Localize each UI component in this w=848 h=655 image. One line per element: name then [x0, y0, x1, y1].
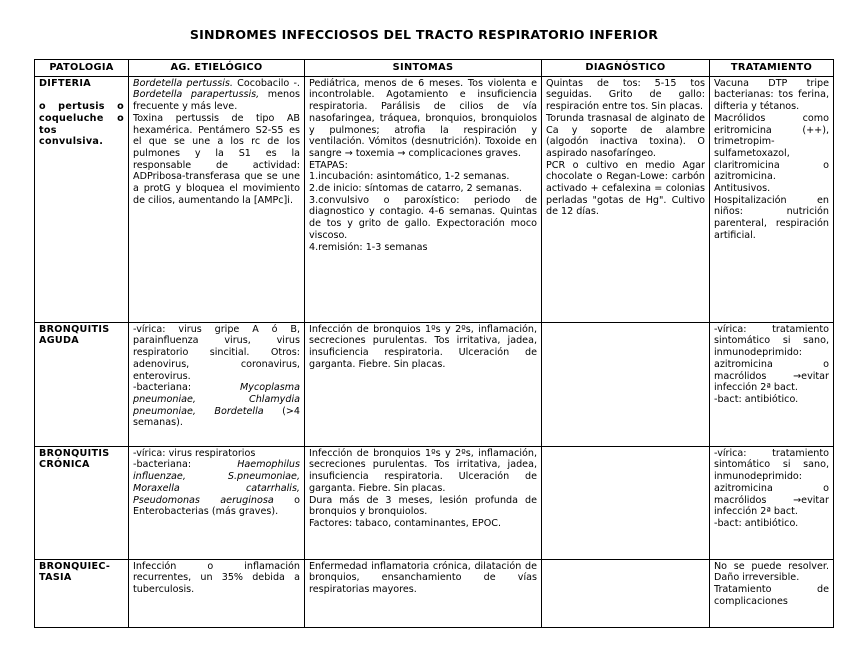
etiologico-text: -vírica: virus gripe A ó B, parainfluenza virus, virus respiratorio sincitial. Otros: adenovirus, coronavirus, enterovirus. [133, 323, 300, 382]
etapa-item: 3.convulsivo o paroxístico: periodo de diagnostico y contagio. 4-6 semanas. Quintas de tos y grito de gallo. Expectoración moco viscoso. [309, 194, 537, 241]
sintomas-text: Infección de bronquios 1ºs y 2ºs, inflamación, secreciones purulentas. Tos irritativa, jadea, insuficiencia respiratoria. Ulceración de garganta. Fiebre. Sin placas. [309, 447, 537, 494]
patologia-cell [35, 322, 129, 446]
pathology-table [34, 59, 834, 628]
etiologico-text: menos frecuente y más leve. [133, 89, 300, 113]
etiologico-text: Infección o inflamación recurrentes, un 35% debida a tuberculosis. [133, 560, 300, 596]
table-header-row [35, 60, 834, 77]
etapa-item: 4.remisión: 1-3 semanas [309, 241, 428, 253]
etiologico-cell [129, 446, 305, 559]
header-patologia: PATOLOGIA [35, 60, 129, 77]
tratamiento-cell [710, 446, 834, 559]
etiologico-text: o Enterobacterias (más graves). [133, 494, 300, 518]
organism-name: Haemophilus influenzae, S.pneumoniae, Moraxella catarrhalis, Pseudomonas aeruginosa [133, 459, 300, 506]
sintomas-text: Factores: tabaco, contaminantes, EPOC. [309, 517, 502, 529]
tratamiento-text: Tratamiento de complicaciones [714, 584, 829, 607]
header-diagnostico: DIAGNÓSTICO [542, 60, 710, 77]
diagnostico-cell [542, 76, 710, 322]
etiologico-text: -vírica: virus respiratorios [133, 447, 256, 459]
sintomas-text: Pediátrica, menos de 6 meses. Tos violenta e incontrolable. Agotamiento e insuficiencia respiratoria. Parálisis de cilios de vía nasofaringea, tráquea, bronquios, bronquiolos y pulmones; atrofia la respiración y ventilación. Vómitos (desnutrición). Toxoide en sangre → toxemia → complicaciones graves. [309, 77, 537, 159]
diagnostico-cell [542, 446, 710, 559]
tratamiento-cell [710, 76, 834, 322]
tratamiento-text: -vírica: tratamiento sintomático si sano, inmunodeprimido: azitromicina o macrólidos →evitar infección 2ª bact. [714, 447, 829, 518]
diagnostico-text: Quintas de tos: 5-15 tos seguidas. Grito de gallo: respiración entre tos. Sin placas. [546, 77, 705, 113]
pathology-name: BRONQUITIS AGUDA [39, 323, 110, 347]
organism-name: Mycoplasma pneumoniae, Chlamydia pneumoniae, Bordetella [133, 382, 300, 417]
sintomas-text: Enfermedad inflamatoria crónica, dilatación de bronquios, ensanchamiento de vías respiratorias mayores. [309, 560, 537, 596]
sintomas-cell [305, 76, 542, 322]
tratamiento-text: Vacuna DTP tripe bacterianas: tos ferina, difteria y tétanos. [714, 77, 829, 113]
diagnostico-text: PCR o cultivo en medio Agar chocolate o Regan-Lowe: carbón activado + cefalexina = colonias perladas "gotas de Hg". Cultivo de 12 días. [546, 159, 705, 218]
patologia-cell [35, 559, 129, 627]
etiologico-text: Toxina pertussis de tipo AB hexamérica. Pentámero S2-S5 es el que se une a los rc de los pulmones y la S1 es la responsable de actividad: ADPribosa-transferasa que se une a protG y bloquea el movimiento de cilios, aumentando la [AMPc]i. [133, 112, 300, 206]
tratamiento-text: -bact: antibiótico. [714, 517, 799, 529]
patologia-cell [35, 446, 129, 559]
diagnostico-cell [542, 559, 710, 627]
diagnostico-cell [542, 322, 710, 446]
etiologico-cell [129, 559, 305, 627]
sintomas-cell [305, 322, 542, 446]
organism-name: Bordetella parapertussis, [133, 89, 260, 101]
pathology-name: BRONQUIEC-TASIA [39, 560, 111, 584]
patologia-cell [35, 76, 129, 322]
pathology-name: BRONQUITIS CRÓNICA [39, 447, 110, 471]
tratamiento-text: Hospitalización en niños: nutrición parenteral, respiración artificial. [714, 194, 829, 241]
diagnostico-text: Torunda trasnasal de alginato de Ca y soporte de alambre (algodón inactiva toxina). O aspirado nasofaríngeo. [546, 112, 705, 159]
tratamiento-cell [710, 322, 834, 446]
etiologico-text: (>4 semanas). [133, 405, 300, 429]
table-row [35, 76, 834, 322]
table-row [35, 446, 834, 559]
sintomas-cell [305, 446, 542, 559]
page-title: SINDROMES INFECCIOSOS DEL TRACTO RESPIRATORIO INFERIOR [189, 27, 659, 42]
tratamiento-cell [710, 559, 834, 627]
table-row [35, 559, 834, 627]
pathology-name: DIFTERIA [39, 77, 91, 89]
etapa-item: 1.incubación: asintomático, 1-2 semanas. [309, 171, 510, 183]
organism-name: Bordetella pertussis. [133, 77, 233, 89]
etapas-label: ETAPAS: [309, 159, 348, 171]
header-sintomas: SINTOMAS [305, 60, 542, 77]
pathology-alt-name: o pertusis o coqueluche o tos convulsiva. [39, 101, 124, 148]
header-tratamiento: TRATAMIENTO [710, 60, 834, 77]
tratamiento-text: Antitusivos. [714, 183, 771, 195]
tratamiento-text: -vírica: tratamiento sintomático si sano, inmunodeprimido: azitromicina o macrólidos →evitar infección 2ª bact. [714, 323, 829, 394]
tratamiento-text: Macrólidos como eritromicina (++), trimetropim-sulfametoxazol, claritromicina o azitromicina. [714, 112, 829, 183]
etiologico-cell [129, 322, 305, 446]
sintomas-text: Infección de bronquios 1ºs y 2ºs, inflamación, secreciones purulentas. Tos irritativa, jadea, insuficiencia respiratoria. Ulceración de garganta. Fiebre. Sin placas. [309, 323, 537, 370]
tratamiento-text: No se puede resolver. Daño irreversible. [714, 560, 829, 584]
etiologico-text: -bacteriana: [133, 459, 192, 471]
table-row [35, 322, 834, 446]
sintomas-cell [305, 559, 542, 627]
etiologico-text: Cocobacilo -. [237, 77, 300, 89]
etapa-item: 2.de inicio: síntomas de catarro, 2 semanas. [309, 183, 522, 195]
header-etiologico: AG. ETIELÓGICO [129, 60, 305, 77]
etiologico-cell [129, 76, 305, 322]
etiologico-text: -bacteriana: [133, 382, 192, 394]
tratamiento-text: -bact: antibiótico. [714, 393, 799, 405]
sintomas-text: Dura más de 3 meses, lesión profunda de bronquios y bronquiolos. [309, 494, 537, 518]
